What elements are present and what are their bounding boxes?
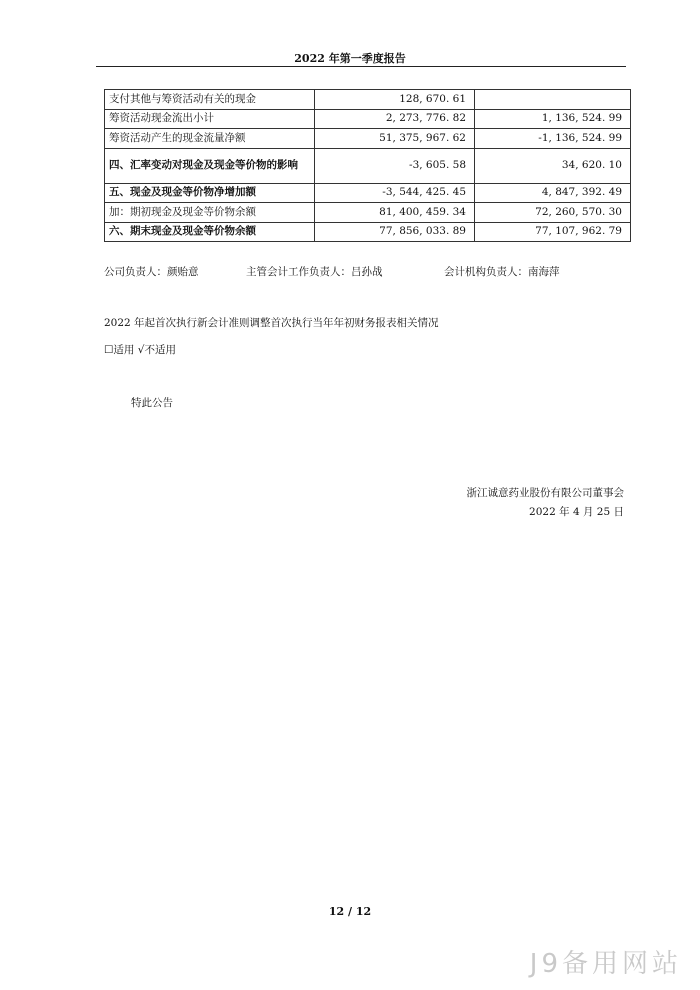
previous-value: -1, 136, 524. 99	[475, 129, 631, 149]
previous-value	[475, 90, 631, 110]
company-head: 公司负责人：颜贻意	[104, 266, 199, 278]
company-signature: 浙江诚意药业股份有限公司董事会	[466, 487, 624, 499]
current-value: 51, 375, 967. 62	[315, 129, 475, 149]
page-number: 12 / 12	[328, 905, 372, 918]
announcement-date: 2022 年 4 月 25 日	[529, 506, 624, 518]
table-row	[105, 148, 631, 183]
accounting-org-head: 会计机构负责人：南海萍	[444, 266, 560, 278]
watermark: J9备用网站	[529, 949, 682, 979]
row-label: 六、期末现金及现金等价物余额	[105, 222, 315, 242]
closing-statement: 特此公告	[131, 397, 173, 409]
table-row	[105, 183, 631, 203]
table-row	[105, 90, 631, 110]
applicability-options: ☐适用 √不适用	[104, 344, 176, 356]
row-label: 五、现金及现金等价物净增加额	[105, 183, 315, 203]
current-value: 81, 400, 459. 34	[315, 203, 475, 223]
accounting-head: 主管会计工作负责人：吕孙战	[246, 266, 383, 278]
previous-value: 77, 107, 962. 79	[475, 222, 631, 242]
row-label: 四、汇率变动对现金及现金等价物的影响	[105, 148, 315, 183]
row-label: 加：期初现金及现金等价物余额	[105, 203, 315, 223]
table-row	[105, 109, 631, 129]
table-row	[105, 129, 631, 149]
current-value: 2, 273, 776. 82	[315, 109, 475, 129]
previous-value: 34, 620. 10	[475, 148, 631, 183]
row-label: 筹资活动现金流出小计	[105, 109, 315, 129]
row-label: 筹资活动产生的现金流量净额	[105, 129, 315, 149]
table-row	[105, 222, 631, 242]
current-value: 77, 856, 033. 89	[315, 222, 475, 242]
table-row	[105, 203, 631, 223]
cashflow-table	[104, 89, 631, 242]
current-value: -3, 544, 425. 45	[315, 183, 475, 203]
page-header-title: 2022 年第一季度报告	[294, 52, 406, 65]
previous-value: 72, 260, 570. 30	[475, 203, 631, 223]
previous-value: 4, 847, 392. 49	[475, 183, 631, 203]
row-label: 支付其他与筹资活动有关的现金	[105, 90, 315, 110]
current-value: -3, 605. 58	[315, 148, 475, 183]
previous-value: 1, 136, 524. 99	[475, 109, 631, 129]
header-divider	[96, 66, 626, 67]
policy-note: 2022 年起首次执行新会计准则调整首次执行当年年初财务报表相关情况	[104, 317, 439, 329]
current-value: 128, 670. 61	[315, 90, 475, 110]
